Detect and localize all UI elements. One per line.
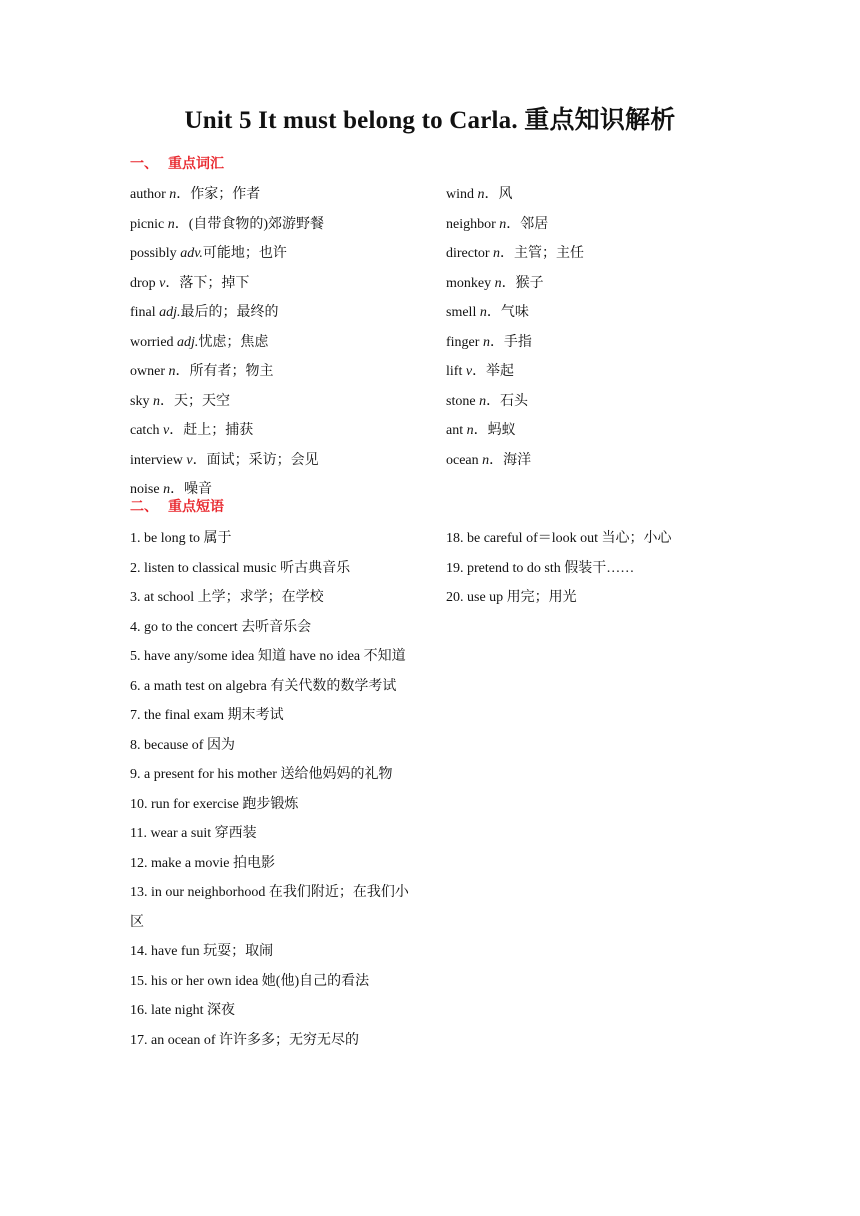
- vocab-meaning: ．(自带食物的)郊游野餐: [174, 216, 325, 232]
- vocab-item: [130, 239, 324, 269]
- vocab-item: [130, 357, 324, 387]
- vocab-part-of-speech: n: [494, 275, 502, 291]
- vocab-item: [130, 269, 324, 299]
- vocab-word: monkey: [446, 275, 495, 291]
- vocab-list-left: [130, 180, 324, 505]
- vocab-part-of-speech: v: [159, 275, 166, 291]
- vocab-word: interview: [130, 452, 187, 468]
- vocab-part-of-speech: n: [493, 246, 501, 261]
- vocab-part-of-speech: n: [499, 216, 507, 232]
- vocab-meaning: ．赶上；捕获: [169, 423, 254, 438]
- vocab-meaning: ．举起: [472, 364, 515, 379]
- phrase-item: 5. have any/some idea 知道 have no idea 不知道: [130, 649, 406, 664]
- vocab-part-of-speech: n: [167, 216, 175, 232]
- vocab-meaning: 忧虑；焦虑: [198, 334, 269, 350]
- vocab-word: lift: [446, 364, 466, 379]
- phrase-item: 12. make a movie 拍电影: [130, 855, 276, 871]
- vocab-item: [446, 239, 584, 269]
- phrase-item: 2. listen to classical music 听古典音乐: [130, 560, 351, 576]
- vocab-word: ant: [446, 423, 467, 438]
- vocab-item: [446, 180, 584, 210]
- phrase-item: 4. go to the concert 去听音乐会: [130, 619, 312, 635]
- vocab-word: possibly: [130, 246, 181, 261]
- section-heading-vocab: [130, 155, 224, 175]
- vocab-part-of-speech: adj.: [159, 305, 181, 320]
- vocab-part-of-speech: v: [186, 452, 193, 468]
- vocab-part-of-speech: v: [163, 423, 170, 438]
- vocab-meaning: ．风: [484, 187, 513, 202]
- vocab-part-of-speech: n: [169, 187, 177, 202]
- vocab-part-of-speech: v: [465, 364, 473, 379]
- vocab-part-of-speech: n: [482, 452, 490, 468]
- vocab-word: final: [130, 305, 160, 320]
- vocab-item: [446, 446, 584, 476]
- phrase-item: 6. a math test on algebra 有关代数的数学考试: [130, 678, 397, 694]
- vocab-item: [130, 180, 324, 210]
- vocab-part-of-speech: n: [479, 393, 487, 409]
- phrase-list-left: [130, 524, 420, 1055]
- vocab-item: [446, 210, 584, 240]
- phrase-item: 7. the final exam 期末考试: [130, 708, 284, 723]
- vocab-meaning: ．主管；主任: [500, 246, 585, 261]
- phrase-list-right: [446, 524, 672, 613]
- vocab-word: sky: [130, 393, 153, 409]
- vocab-part-of-speech: n: [477, 187, 485, 202]
- vocab-word: ocean: [446, 452, 483, 468]
- vocab-meaning: ．猴子: [501, 275, 544, 291]
- vocab-meaning: ．落下；掉下: [165, 275, 250, 291]
- vocab-meaning: ．石头: [486, 393, 529, 409]
- phrase-item: 19. pretend to do sth 假装干……: [446, 560, 635, 576]
- vocab-meaning: 最后的；最终的: [180, 305, 279, 320]
- page-title: Unit 5 It must belong to Carla. 重点知识解析: [184, 107, 676, 134]
- section-label: 重点短语: [168, 500, 224, 515]
- phrase-item: 20. use up 用完；用光: [446, 590, 577, 605]
- vocab-part-of-speech: n: [466, 423, 474, 438]
- vocab-item: [446, 416, 584, 446]
- vocab-part-of-speech: n: [479, 305, 487, 320]
- vocab-word: smell: [446, 305, 480, 320]
- phrase-item: 11. wear a suit 穿西装: [130, 826, 257, 841]
- section-number: 二、: [130, 500, 158, 515]
- vocab-part-of-speech: n: [482, 334, 490, 350]
- vocab-word: neighbor: [446, 216, 500, 232]
- vocab-item: [130, 328, 324, 358]
- vocab-item: [446, 387, 584, 417]
- vocab-part-of-speech: n: [168, 364, 176, 379]
- vocab-meaning: ．手指: [489, 334, 532, 350]
- phrase-item: 17. an ocean of 许许多多；无穷无尽的: [130, 1032, 360, 1048]
- phrase-item: 3. at school 上学；求学；在学校: [130, 590, 324, 605]
- vocab-meaning: ．气味: [486, 305, 529, 320]
- vocab-item: [130, 210, 324, 240]
- section-number: 一、: [130, 157, 158, 172]
- vocab-word: catch: [130, 423, 164, 438]
- vocab-part-of-speech: n: [163, 482, 171, 497]
- phrase-item: 14. have fun 玩耍；取闹: [130, 944, 274, 959]
- phrase-item: 13. in our neighborhood 在我们附近；在我们小区: [130, 885, 409, 930]
- vocab-word: picnic: [130, 216, 168, 232]
- phrase-item: 8. because of 因为: [130, 737, 235, 753]
- vocab-part-of-speech: adj.: [177, 334, 199, 350]
- vocab-word: noise: [130, 482, 164, 497]
- vocab-word: director: [446, 246, 494, 261]
- phrase-item: 16. late night 深夜: [130, 1003, 235, 1018]
- vocab-item: [130, 387, 324, 417]
- vocab-meaning: 可能地；也许: [202, 246, 287, 261]
- vocab-word: finger: [446, 334, 483, 350]
- section-label: 重点词汇: [168, 157, 224, 172]
- vocab-meaning: ．蚂蚁: [473, 423, 516, 438]
- phrase-item: 18. be careful of＝look out 当心；小心: [446, 531, 672, 546]
- vocab-meaning: ．面试；采访；会见: [192, 452, 319, 468]
- phrase-item: 9. a present for his mother 送给他妈妈的礼物: [130, 767, 393, 782]
- vocab-part-of-speech: n: [152, 393, 160, 409]
- vocab-part-of-speech: adv.: [180, 246, 203, 261]
- phrase-item: 1. be long to 属于: [130, 531, 232, 546]
- vocab-meaning: ．作家；作者: [176, 187, 261, 202]
- vocab-word: drop: [130, 275, 160, 291]
- vocab-meaning: ．海洋: [489, 452, 532, 468]
- section-heading-phrases: [130, 498, 224, 518]
- vocab-item: [446, 298, 584, 328]
- vocab-item: [130, 298, 324, 328]
- vocab-meaning: ．天；天空: [159, 393, 230, 409]
- vocab-item: [446, 328, 584, 358]
- vocab-word: stone: [446, 393, 480, 409]
- vocab-word: worried: [130, 334, 178, 350]
- vocab-item: [130, 416, 324, 446]
- vocab-item: [130, 446, 324, 476]
- phrase-item: 10. run for exercise 跑步锻炼: [130, 796, 299, 812]
- vocab-word: author: [130, 187, 170, 202]
- vocab-word: owner: [130, 364, 169, 379]
- vocab-item: [446, 269, 584, 299]
- vocab-meaning: ．所有者；物主: [175, 364, 274, 379]
- vocab-list-right: [446, 180, 584, 475]
- phrase-item: 15. his or her own idea 她(他)自己的看法: [130, 973, 370, 989]
- vocab-word: wind: [446, 187, 478, 202]
- vocab-meaning: ．邻居: [506, 216, 549, 232]
- vocab-meaning: ．噪音: [170, 482, 213, 497]
- vocab-item: [446, 357, 584, 387]
